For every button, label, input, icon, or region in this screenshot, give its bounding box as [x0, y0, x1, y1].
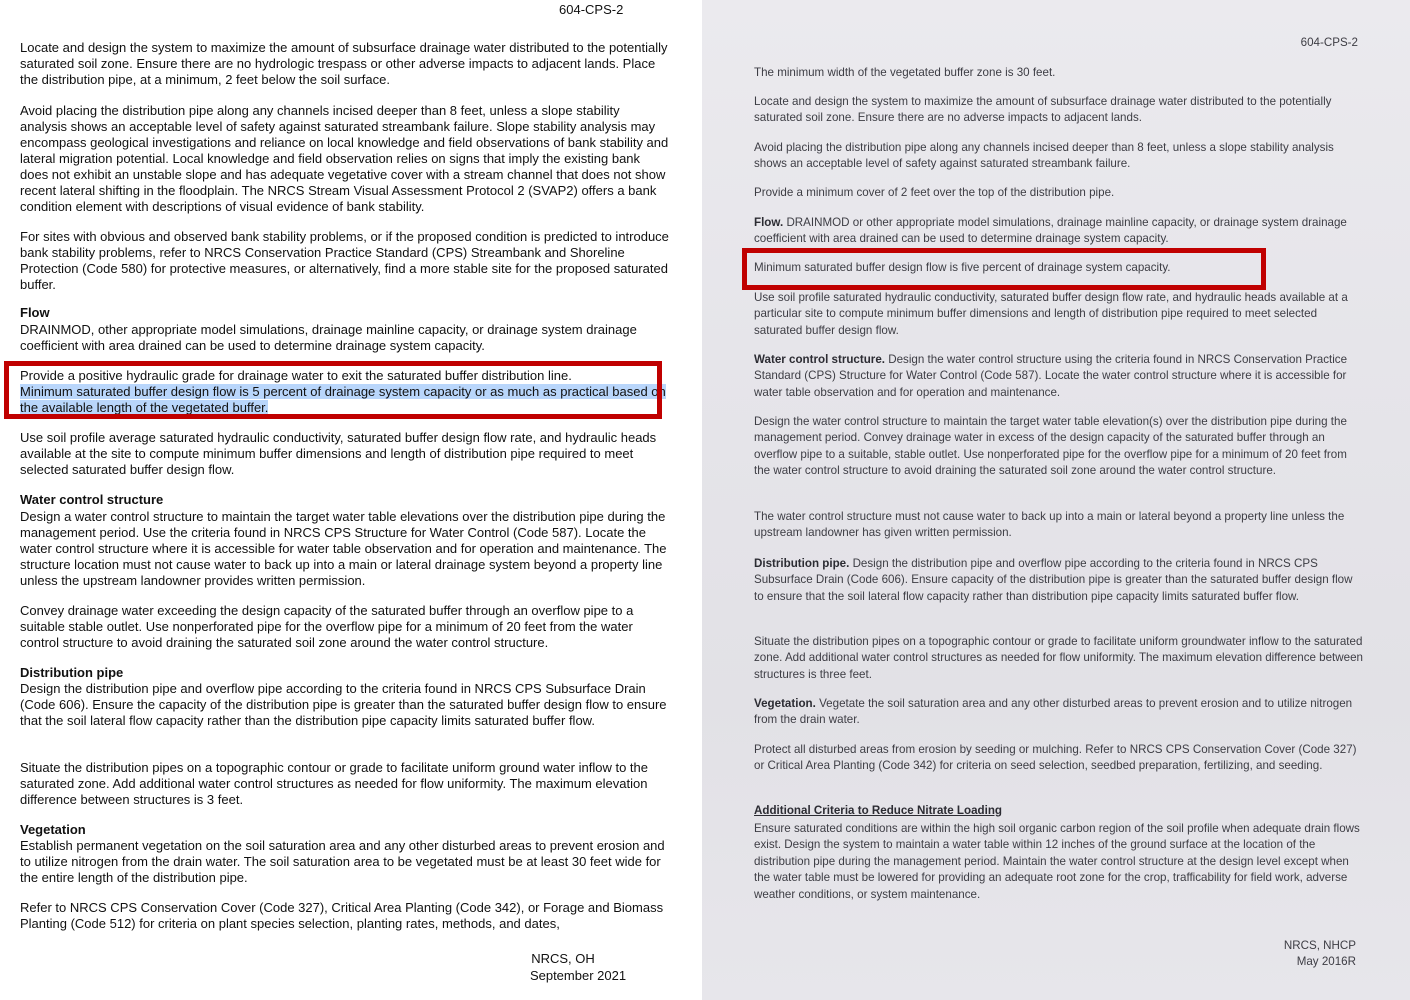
left-hydraulic-grade-text: Provide a positive hydraulic grade for drainage water to exit the saturated buffer distribution line. [20, 368, 572, 383]
left-para-water-control: Design a water control structure to maintain the target water table elevations over the distribution pipe during the management period. Use the criteria found in NRCS CPS Structure for Water Control (Code 587). Locate the water control structure where it is accessible for water table observation and for operation and maintenance. The structure location must not cause water to back up into a main or lateral drainage system beyond a property line unless the upstream landowner provides written permission. [20, 509, 667, 588]
right-red-highlight-box [742, 248, 1266, 290]
left-footer [510, 950, 646, 984]
right-page-code: 604-CPS-2 [1300, 36, 1358, 49]
right-label-vegetation: Vegetation. [754, 697, 816, 710]
left-page-code: 604-CPS-2 [559, 2, 624, 17]
right-water-control-text: Design the water control structure using the criteria found in NRCS Conservation Practice Standard (CPS) Structure for Water Control (Code 587). Locate the water control structure where it is accessible for water table observation and for operation and maintenance. [754, 353, 1348, 399]
left-para-flow: DRAINMOD, other appropriate model simulations, drainage mainline capacity, or drainage system drainage coefficient with area drained can be used to determine drainage system capacity. [20, 322, 637, 353]
right-distribution-pipe-text: Design the distribution pipe and overflow pipe according to the criteria found in NRCS CPS Subsurface Drain (Code 606). Ensure capacity of the distribution pipe is greater than the saturated buffer design flow to ensure that the soil lateral flow capacity rather than distribution pipe capacity limits saturated buffer flow. [754, 557, 1353, 603]
right-boxed-text: Minimum saturated buffer design flow is five percent of drainage system capacity. [754, 261, 1171, 274]
left-para-vegetation: Establish permanent vegetation on the soil saturation area and any other disturbed areas to prevent erosion and to utilize nitrogen from the drain water. The soil saturation area to be vegetated must be at least 30 feet wide for the entire length of the distribution pipe. [20, 838, 665, 885]
left-para-convey: Convey drainage water exceeding the design capacity of the saturated buffer through an overflow pipe to a suitable stable outlet. Use nonperforated pipe for the overflow pipe for a minimum of 20 feet from the water control structure to avoid draining the saturated soil zone around the water control structure. [20, 603, 634, 650]
left-para-refer: Refer to NRCS CPS Conservation Cover (Code 327), Critical Area Planting (Code 342), or Forage and Biomass Planting (Code 512) for criteria on plant species selection, planting rates, methods, and dates, [20, 900, 664, 931]
left-heading-water-control: Water control structure [20, 492, 164, 507]
right-para-distribution-pipe [754, 556, 1364, 605]
right-label-water-control: Water control structure. [754, 353, 885, 366]
right-scanned-page [702, 0, 1410, 1000]
right-label-flow: Flow. [754, 216, 784, 229]
right-para-min-width: The minimum width of the vegetated buffer zone is 30 feet. [754, 66, 1056, 79]
right-para-water-control-3: The water control structure must not cause water to back up into a main or lateral beyond a property line unless the upstream landowner has given written permission. [754, 510, 1345, 540]
left-para-soil-profile: Use soil profile average saturated hydraulic conductivity, saturated buffer design flow rate, and hydraulic heads available at the site to compute minimum buffer dimensions and length of distribution pipe required to meet selected saturated buffer design flow. [20, 430, 657, 477]
left-footer-org: NRCS, OH [531, 951, 595, 966]
left-selected-text[interactable]: Minimum saturated buffer design flow is 5 percent of drainage system capacity or as much as practical based on the available length of the vegetated buffer. [20, 384, 666, 415]
right-vegetation-text: Vegetate the soil saturation area and any other disturbed areas to prevent erosion and to utilize nitrogen from the drain water. [754, 697, 1353, 727]
left-para-distribution-pipe: Design the distribution pipe and overflow pipe according to the criteria found in NRCS CPS Subsurface Drain (Code 606). Ensure the capacity of the distribution pipe is greater than the saturated buffer design flow to ensure that the soil lateral flow capacity rather than the distribution pipe capacity limits saturated buffer flow. [20, 681, 667, 728]
right-footer-org: NRCS, NHCP [1283, 939, 1356, 952]
right-footer [1242, 938, 1356, 970]
right-para-water-control [754, 352, 1364, 401]
right-para-avoid: Avoid placing the distribution pipe along any channels incised deeper than 8 feet, unless a slope stability analysis shows an acceptable level of safety against saturated streambank failure. [754, 141, 1334, 171]
right-para-flow [754, 215, 1364, 248]
left-footer-date: September 2021 [529, 968, 627, 983]
right-para-nitrate: Ensure saturated conditions are within the high soil organic carbon region of the soil profile when adequate drain flows exist. Design the system to maintain a water table within 12 inches of the ground surface at the location of the distribution pipe during the management period. Maintain the water control structure at the design level except when the water table must be lowered for providing an adequate root zone for the crop, trafficability for field work, adverse weather conditions, or system maintenance. [754, 822, 1360, 901]
left-document-page [0, 0, 702, 1000]
left-para-situate: Situate the distribution pipes on a topographic contour or grade to facilitate uniform ground water inflow to the saturated zone. Add additional water control structures as needed for flow uniformity. The maximum elevation difference between structures is 3 feet. [20, 760, 648, 807]
left-para-avoid: Avoid placing the distribution pipe along any channels incised deeper than 8 feet, unless a slope stability analysis shows an acceptable level of safety against saturated streambank failure. Slope stability analysis may encompass geological investigations and reliance on local knowledge and field observations of bank stability and lateral migration potential. Local knowledge and field observation relies on signs that imply the existing bank does not exhibit an unstable slope and has adequate vegetative cover with a stream channel that does not show recent lateral shifting in the floodplain. The NRCS Stream Visual Assessment Protocol 2 (SVAP2) offers a bank condition element with descriptions of visual evidence of bank stability. [20, 103, 669, 214]
right-para-situate: Situate the distribution pipes on a topographic contour or grade to facilitate uniform groundwater inflow to the saturated zone. Add additional water control structures as needed for flow uniformity. The maximum elevation difference between structures is three feet. [754, 635, 1363, 681]
right-footer-date: May 2016R [1296, 955, 1356, 968]
right-para-vegetation [754, 696, 1364, 729]
right-flow-text: DRAINMOD or other appropriate model simulations, drainage mainline capacity, or drainage system drainage coefficient with area drained can be used to determine drainage system capacity. [754, 216, 1347, 246]
right-para-water-control-2: Design the water control structure to maintain the target water table elevation(s) over the distribution pipe during the management period. Convey drainage water in excess of the design capacity of the saturated buffer through an overflow pipe to a suitable, stable outlet. Use nonperforated pipe for the overflow pipe for a minimum of 20 feet from the water control structure to avoid draining the saturated soil zone around the water control structure. [754, 415, 1347, 478]
left-para-bank-problems: For sites with obvious and observed bank stability problems, or if the proposed condition is predicted to introduce bank stability problems, refer to NRCS Conservation Practice Standard (CPS) Streambank and Shoreline Protection (Code 580) for protective measures, or alternatively, find a more stable site for the proposed saturated buffer. [20, 229, 669, 292]
right-heading-nitrate: Additional Criteria to Reduce Nitrate Loading [754, 804, 1002, 817]
right-para-min-cover: Provide a minimum cover of 2 feet over the top of the distribution pipe. [754, 186, 1115, 199]
right-para-protect: Protect all disturbed areas from erosion by seeding or mulching. Refer to NRCS CPS Conservation Cover (Code 327) or Critical Area Planting (Code 342) for criteria on seed selection, seedbed preparation, fertilizing, and seeding. [754, 743, 1357, 773]
left-red-highlight-box [4, 361, 662, 419]
left-heading-flow: Flow [20, 305, 50, 320]
right-para-soil-profile: Use soil profile saturated hydraulic conductivity, saturated buffer design flow rate, and hydraulic heads available at a particular site to compute minimum buffer dimensions and length of distribution pipe required to meet selected saturated buffer design flow. [754, 291, 1348, 337]
right-para-locate: Locate and design the system to maximize the amount of subsurface drainage water distributed to the potentially saturated soil zone. Ensure there are no adverse impacts to adjacent lands. [754, 95, 1332, 125]
left-heading-vegetation: Vegetation [20, 822, 86, 837]
right-label-distribution-pipe: Distribution pipe. [754, 557, 850, 570]
left-para-locate: Locate and design the system to maximize the amount of subsurface drainage water distributed to the potentially saturated soil zone. Ensure there are no hydrologic trespass or other adverse impacts to adjacent lands. Place the distribution pipe, at a minimum, 2 feet below the soil surface. [20, 40, 668, 87]
left-heading-distribution-pipe: Distribution pipe [20, 665, 124, 680]
